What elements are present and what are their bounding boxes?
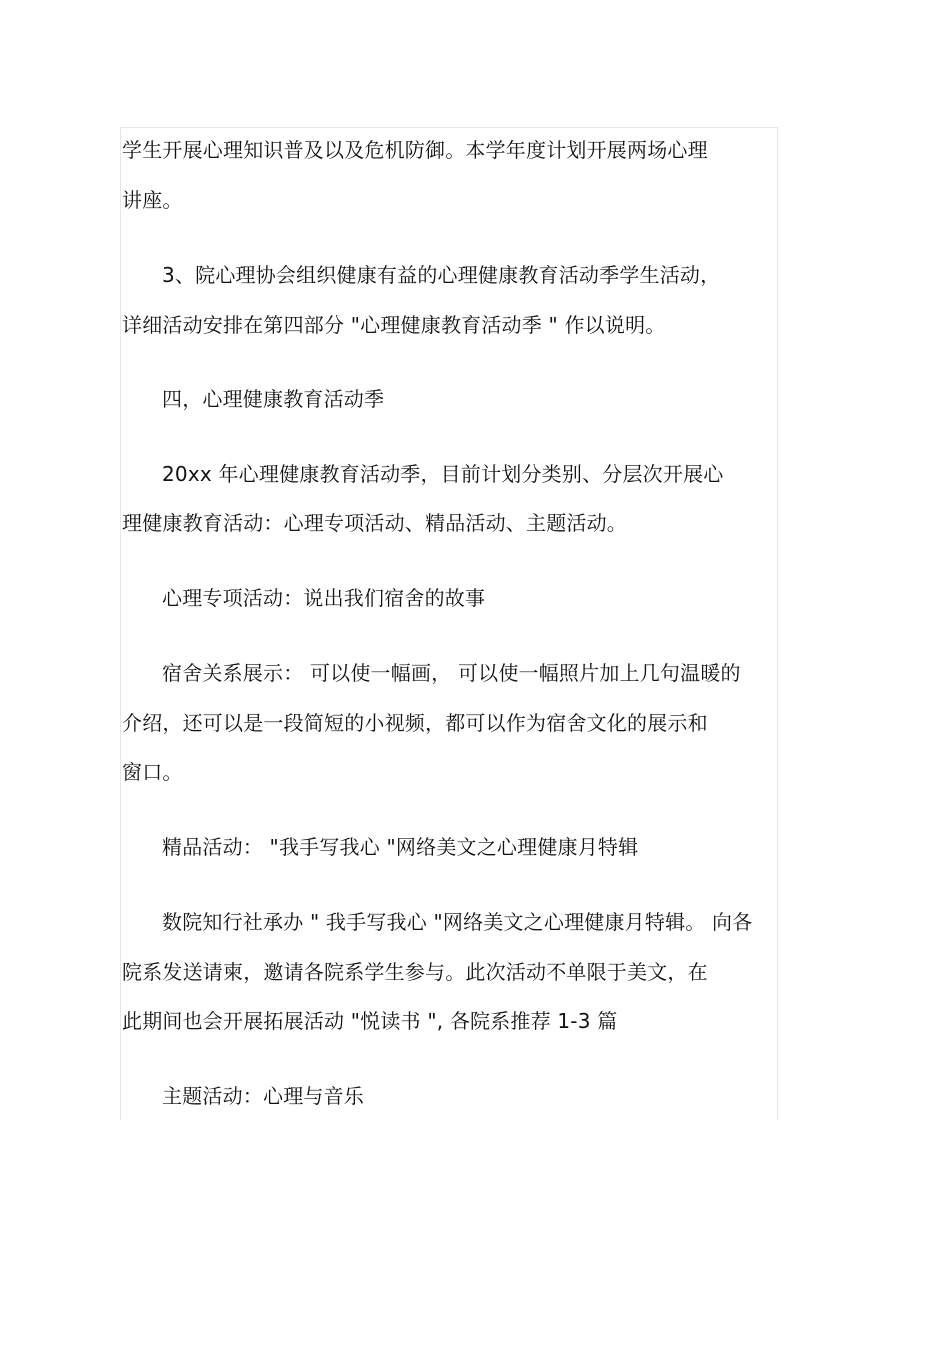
text-line: 院系发送请柬，邀请各院系学生参与。此次活动不单限于美文，在 [122,960,708,984]
text-line: 精品活动： "我手写我心 "网络美文之心理健康月特辑 [162,835,639,859]
text-line: 数院知行社承办 " 我手写我心 "网络美文之心理健康月特辑。 向各 [162,910,753,934]
text-line: 介绍，还可以是一段简短的小视频，都可以作为宿舍文化的展示和 [122,711,708,735]
text-line: 学生开展心理知识普及以及危机防御。本学年度计划开展两场心理 [122,138,708,162]
text-line: 讲座。 [122,188,183,212]
text-line: 心理专项活动：说出我们宿舍的故事 [162,586,486,610]
text-line: 3、院心理协会组织健康有益的心理健康教育活动季学生活动， [162,263,721,287]
text-line: 主题活动：心理与音乐 [162,1084,364,1108]
text-line: 理健康教育活动：心理专项活动、精品活动、主题活动。 [122,511,627,535]
text-line: 20xx 年心理健康教育活动季，目前计划分类别、分层次开展心 [162,462,724,486]
text-line: 窗口。 [122,760,183,784]
text-line: 详细活动安排在第四部分 "心理健康教育活动季 " 作以说明。 [122,313,666,337]
text-line: 宿舍关系展示： 可以使一幅画， 可以使一幅照片加上几句温暖的 [162,661,741,685]
section-heading: 四，心理健康教育活动季 [162,387,385,411]
text-line: 此期间也会开展拓展活动 "悦读书 ", 各院系推荐 1-3 篇 [122,1009,618,1033]
